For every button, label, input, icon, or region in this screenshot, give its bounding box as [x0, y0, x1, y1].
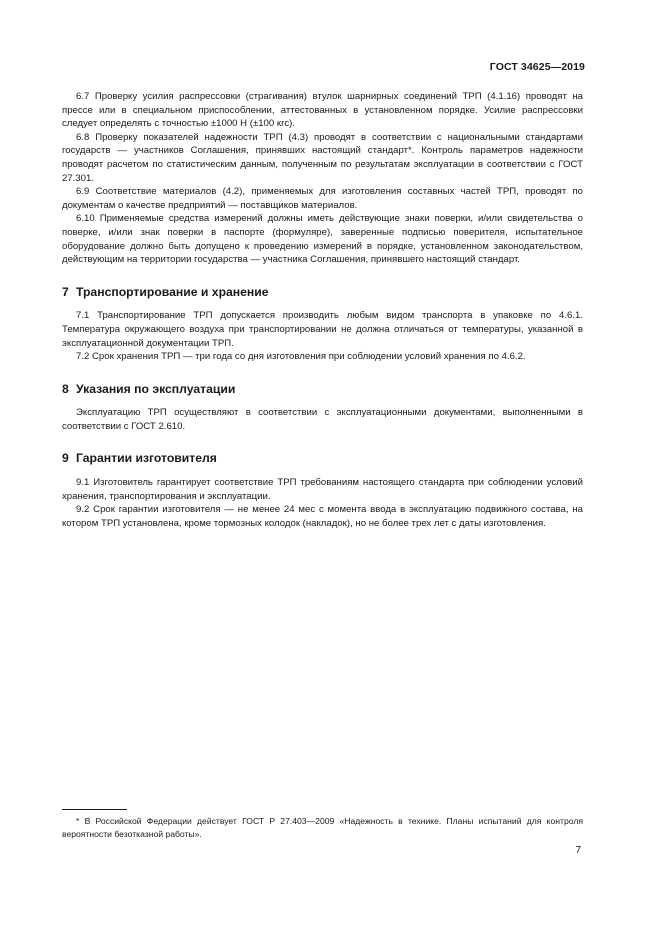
- section-8-title: Указания по эксплуатации: [76, 381, 236, 396]
- section-7-title: Транспортирование и хранение: [76, 284, 269, 299]
- section-7-number: 7: [62, 284, 69, 299]
- paragraph-9-2: 9.2 Срок гарантии изготовителя — не менее 24 мес с момента ввода в эксплуатацию подвижного состава, на котором ТРП установлена, кроме тормозных колодок (накладок), но не более трех лет с даты изготовления.: [62, 504, 583, 529]
- paragraph-6-10: 6.10 Применяемые средства измерений должны иметь действующие знаки поверки, и/или свидетельства о поверке, и/или знак поверки в паспорте (формуляре), заверенные подписью поверителя, испытательное оборудование должно быть допущено к проведению измерений в порядке, установленном законодательством, действующим на территории государства — участника Соглашения, принявшего настоящий стандарт.: [62, 213, 583, 266]
- paragraph-7-1: 7.1 Транспортирование ТРП допускается производить любым видом транспорта в упаковке по 4.6.1. Температура окружающего воздуха при транспортировании не должна отличаться от температуры, указанной в эксплуатационной документации ТРП.: [62, 310, 583, 349]
- section-8-heading: [62, 383, 583, 397]
- footnote: * В Российской Федерации действует ГОСТ Р 27.403—2009 «Надежность в технике. Планы испытаний для контроля вероятности безотказной работы».: [62, 816, 583, 839]
- paragraph-8: Эксплуатацию ТРП осуществляют в соответствии с эксплуатационными документами, выполненными в соответствии с ГОСТ 2.610.: [62, 407, 583, 432]
- paragraph-6-9: 6.9 Соответствие материалов (4.2), применяемых для изготовления составных частей ТРП, проводят по документам о качестве предприятий — поставщиков материалов.: [62, 186, 583, 211]
- paragraph-7-2: 7.2 Срок хранения ТРП — три года со дня изготовления при соблюдении условий хранения по 4.6.2.: [76, 351, 526, 363]
- section-8-number: 8: [62, 381, 69, 396]
- section-9-title: Гарантии изготовителя: [76, 451, 217, 466]
- page-number: 7: [575, 845, 581, 856]
- paragraph-6-7: 6.7 Проверку усилия распрессовки (страгивания) втулок шарнирных соединений ТРП (4.1.16) проводят на прессе или в специальном приспособлении, аттестованных в установленном порядке. Усилие распрессовки следует определять с точностью ±1000 Н (±100 кгс).: [62, 91, 583, 130]
- section-7-heading: [62, 286, 583, 300]
- footnote-divider: [62, 809, 127, 810]
- paragraph-6-8: 6.8 Проверку показателей надежности ТРП (4.3) проводят в соответствии с национальными стандартами государств — участников Соглашения, принявших настоящий стандарт*. Контроль параметров надежности проводят расчетом по статистическим данным, полученным по результатам эксплуатации в соответствии с ГОСТ 27.301.: [62, 131, 583, 184]
- page-content: [62, 90, 583, 530]
- section-9-heading: [62, 452, 583, 466]
- section-9-number: 9: [62, 451, 69, 466]
- standard-code-header: ГОСТ 34625—2019: [489, 61, 585, 73]
- paragraph-9-1: 9.1 Изготовитель гарантирует соответствие ТРП требованиям настоящего стандарта при соблюдении условий хранения, транспортирования и эксплуатации.: [62, 477, 583, 502]
